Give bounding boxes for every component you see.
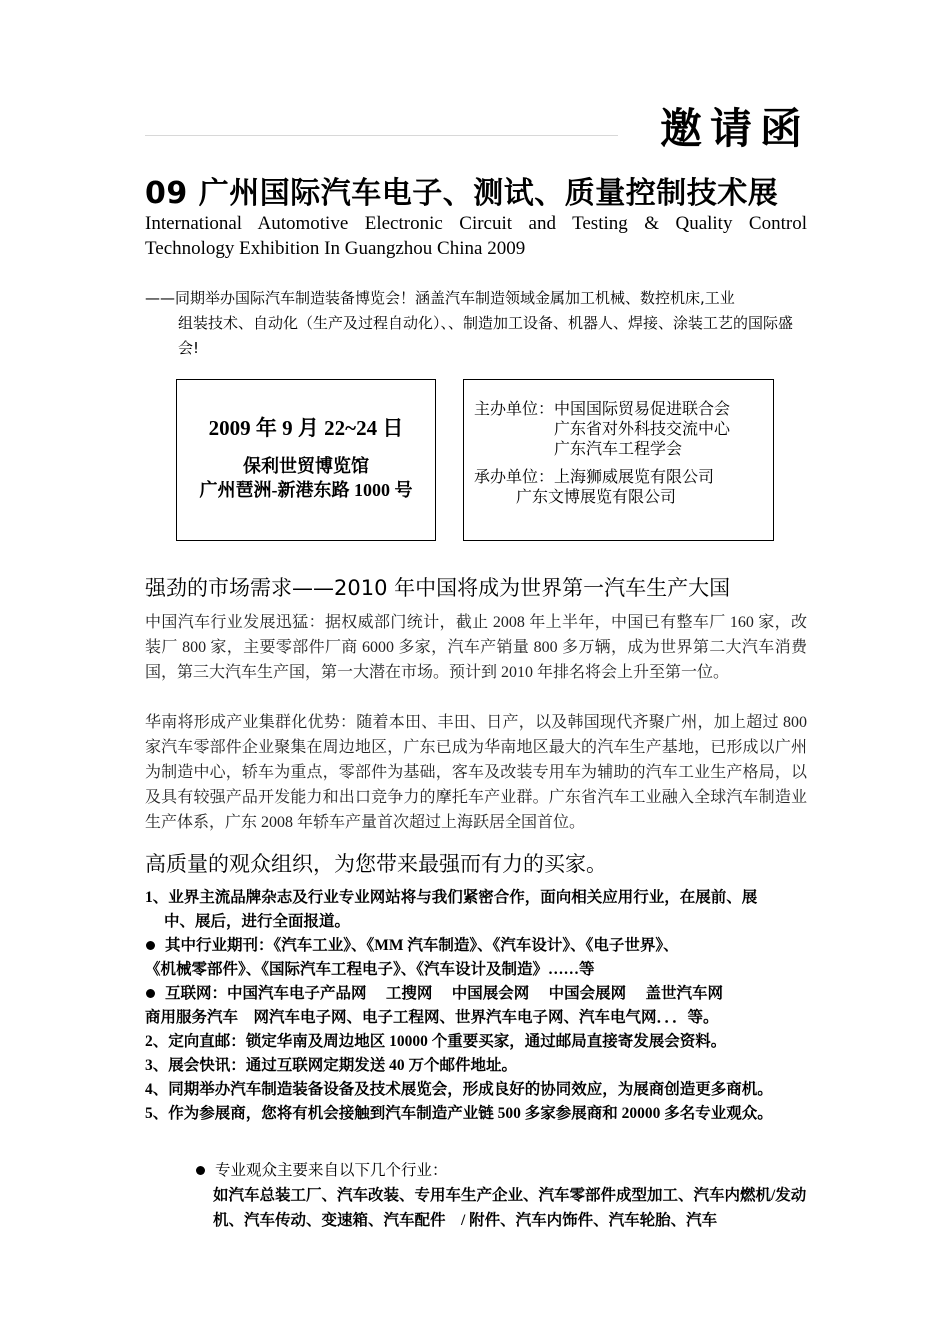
host-name: 广东省对外科技交流中心 xyxy=(554,421,731,438)
concurrent-line-first: ——同期举办国际汽车制造装备博览会！涵盖汽车制造领域金属加工机械、数控机床,工业 xyxy=(145,289,735,307)
header-rule xyxy=(145,135,618,136)
list-item-journals-cont: 《机械零部件》、《国际汽车工程电子》、《汽车设计及制造》……等 xyxy=(145,961,595,978)
list-item-direct-mail: 2、定向直邮：锁定华南及周边地区 10000 个重要买家，通过邮局直接寄发展会资料。 xyxy=(145,1033,727,1050)
host-row xyxy=(474,400,773,460)
organizer-row xyxy=(474,468,773,488)
host-list xyxy=(554,400,730,460)
list-item-web-cont: 商用服务汽车 网汽车电子网、电子工程网、世界汽车电子网、汽车电气网．．．等。 xyxy=(145,1009,719,1026)
bullet-icon xyxy=(196,1166,205,1175)
market-paragraph-industry: 中国汽车行业发展迅猛：据权威部门统计，截止 2008 年上半年，中国已有整车厂 160 家，改装厂 800 家，主要零部件厂商 6000 多家，汽车产销量 800 多万辆，成为世界第二大汽车消费国，第三大汽车生产国，第一大潜在市场。预计到 2010 年排名将会上升至第一位。 xyxy=(145,614,807,681)
bullet-icon xyxy=(146,941,155,950)
concurrent-line-rest: 组装技术、自动化（生产及过程自动化）、、制造加工设备、机器人、焊接、涂装工艺的国际盛会! xyxy=(178,314,794,357)
list-item-journals: 其中行业期刊：《汽车工业》、《MM 汽车制造》、《汽车设计》、《电子世界》、 xyxy=(145,934,835,958)
event-info-box xyxy=(176,379,436,541)
host-name: 中国国际贸易促进联合会 xyxy=(554,401,731,418)
organizer-name: 上海狮威展览有限公司 xyxy=(554,469,715,486)
venue-address: 广州琶洲-新港东路 1000 号 xyxy=(199,480,413,500)
list-item-media: 1、业界主流品牌杂志及行业专业网站将与我们紧密合作，面向相关应用行业，在展前、展 xyxy=(145,889,758,906)
concurrent-event-note xyxy=(145,286,807,361)
exhibition-title-english: International Automotive Electronic Circuit and Testing & Quality Control Technology Exhibition In Guangzhou China 2009 xyxy=(145,213,807,259)
event-venue xyxy=(177,454,435,502)
audience-heading: 高质量的观众组织，为您带来最强而有力的买家。 xyxy=(145,852,607,876)
audience-list xyxy=(145,886,835,1126)
exhibition-title: 09 广州国际汽车电子、测试、质量控制技术展 xyxy=(145,176,779,211)
pro-industries: 如汽车总装工厂、汽车改装、专用车生产企业、汽车零部件成型加工、汽车内燃机/发动机、汽车传动、变速箱、汽车配件 / 附件、汽车内饰件、汽车轮胎、汽车 xyxy=(213,1187,807,1229)
market-paragraph-south-china: 华南将形成产业集群化优势：随着本田、丰田、日产，以及韩国现代齐聚广州，加上超过 800 家汽车零部件企业聚集在周边地区，广东已成为华南地区最大的汽车生产基地，已形成以广州为制造中心，轿车为重点，零部件为基础，客车及改装专用车为辅助的汽车工业生产格局，以及具有较强产品开发能力和出口竞争力的摩托车产业群。广东省汽车工业融入全球汽车制造业生产体系，广东 2008 年轿车产量首次超过上海跃居全国首位。 xyxy=(145,714,807,831)
market-heading: 强劲的市场需求——2010 年中国将成为世界第一汽车生产大国 xyxy=(145,576,731,600)
host-name: 广东汽车工程学会 xyxy=(554,441,683,458)
list-item-exhibitor: 5、作为参展商，您将有机会接触到汽车制造产业链 500 多家参展商和 20000 多名专业观众。 xyxy=(145,1105,773,1122)
list-item-web: 互联网：中国汽车电子产品网 工搜网 中国展会网 中国会展网 盖世汽车网 xyxy=(145,982,835,1006)
venue-name: 保利世贸博览馆 xyxy=(243,456,369,476)
organizer-name: 广东文博展览有限公司 xyxy=(516,489,677,506)
list-item-concurrent-expo: 4、同期举办汽车制造装备设备及技术展览会，形成良好的协同效应，为展商创造更多商机。 xyxy=(145,1081,773,1098)
bullet-icon xyxy=(146,989,155,998)
invitation-title: 邀请函 xyxy=(660,107,811,153)
professional-visitors xyxy=(195,1158,807,1233)
event-date: 2009 年 9 月 22~24 日 xyxy=(208,416,404,440)
organizers-box xyxy=(463,379,774,541)
organizer-label: 承办单位： xyxy=(474,469,555,486)
pro-heading: 专业观众主要来自以下几个行业： xyxy=(195,1158,807,1183)
list-item-media-cont: 中、展后，进行全面报道。 xyxy=(164,913,351,930)
list-item-newsletter: 3、展会快讯：通过互联网定期发送 40 万个邮件地址。 xyxy=(145,1057,518,1074)
host-label: 主办单位： xyxy=(474,401,555,418)
